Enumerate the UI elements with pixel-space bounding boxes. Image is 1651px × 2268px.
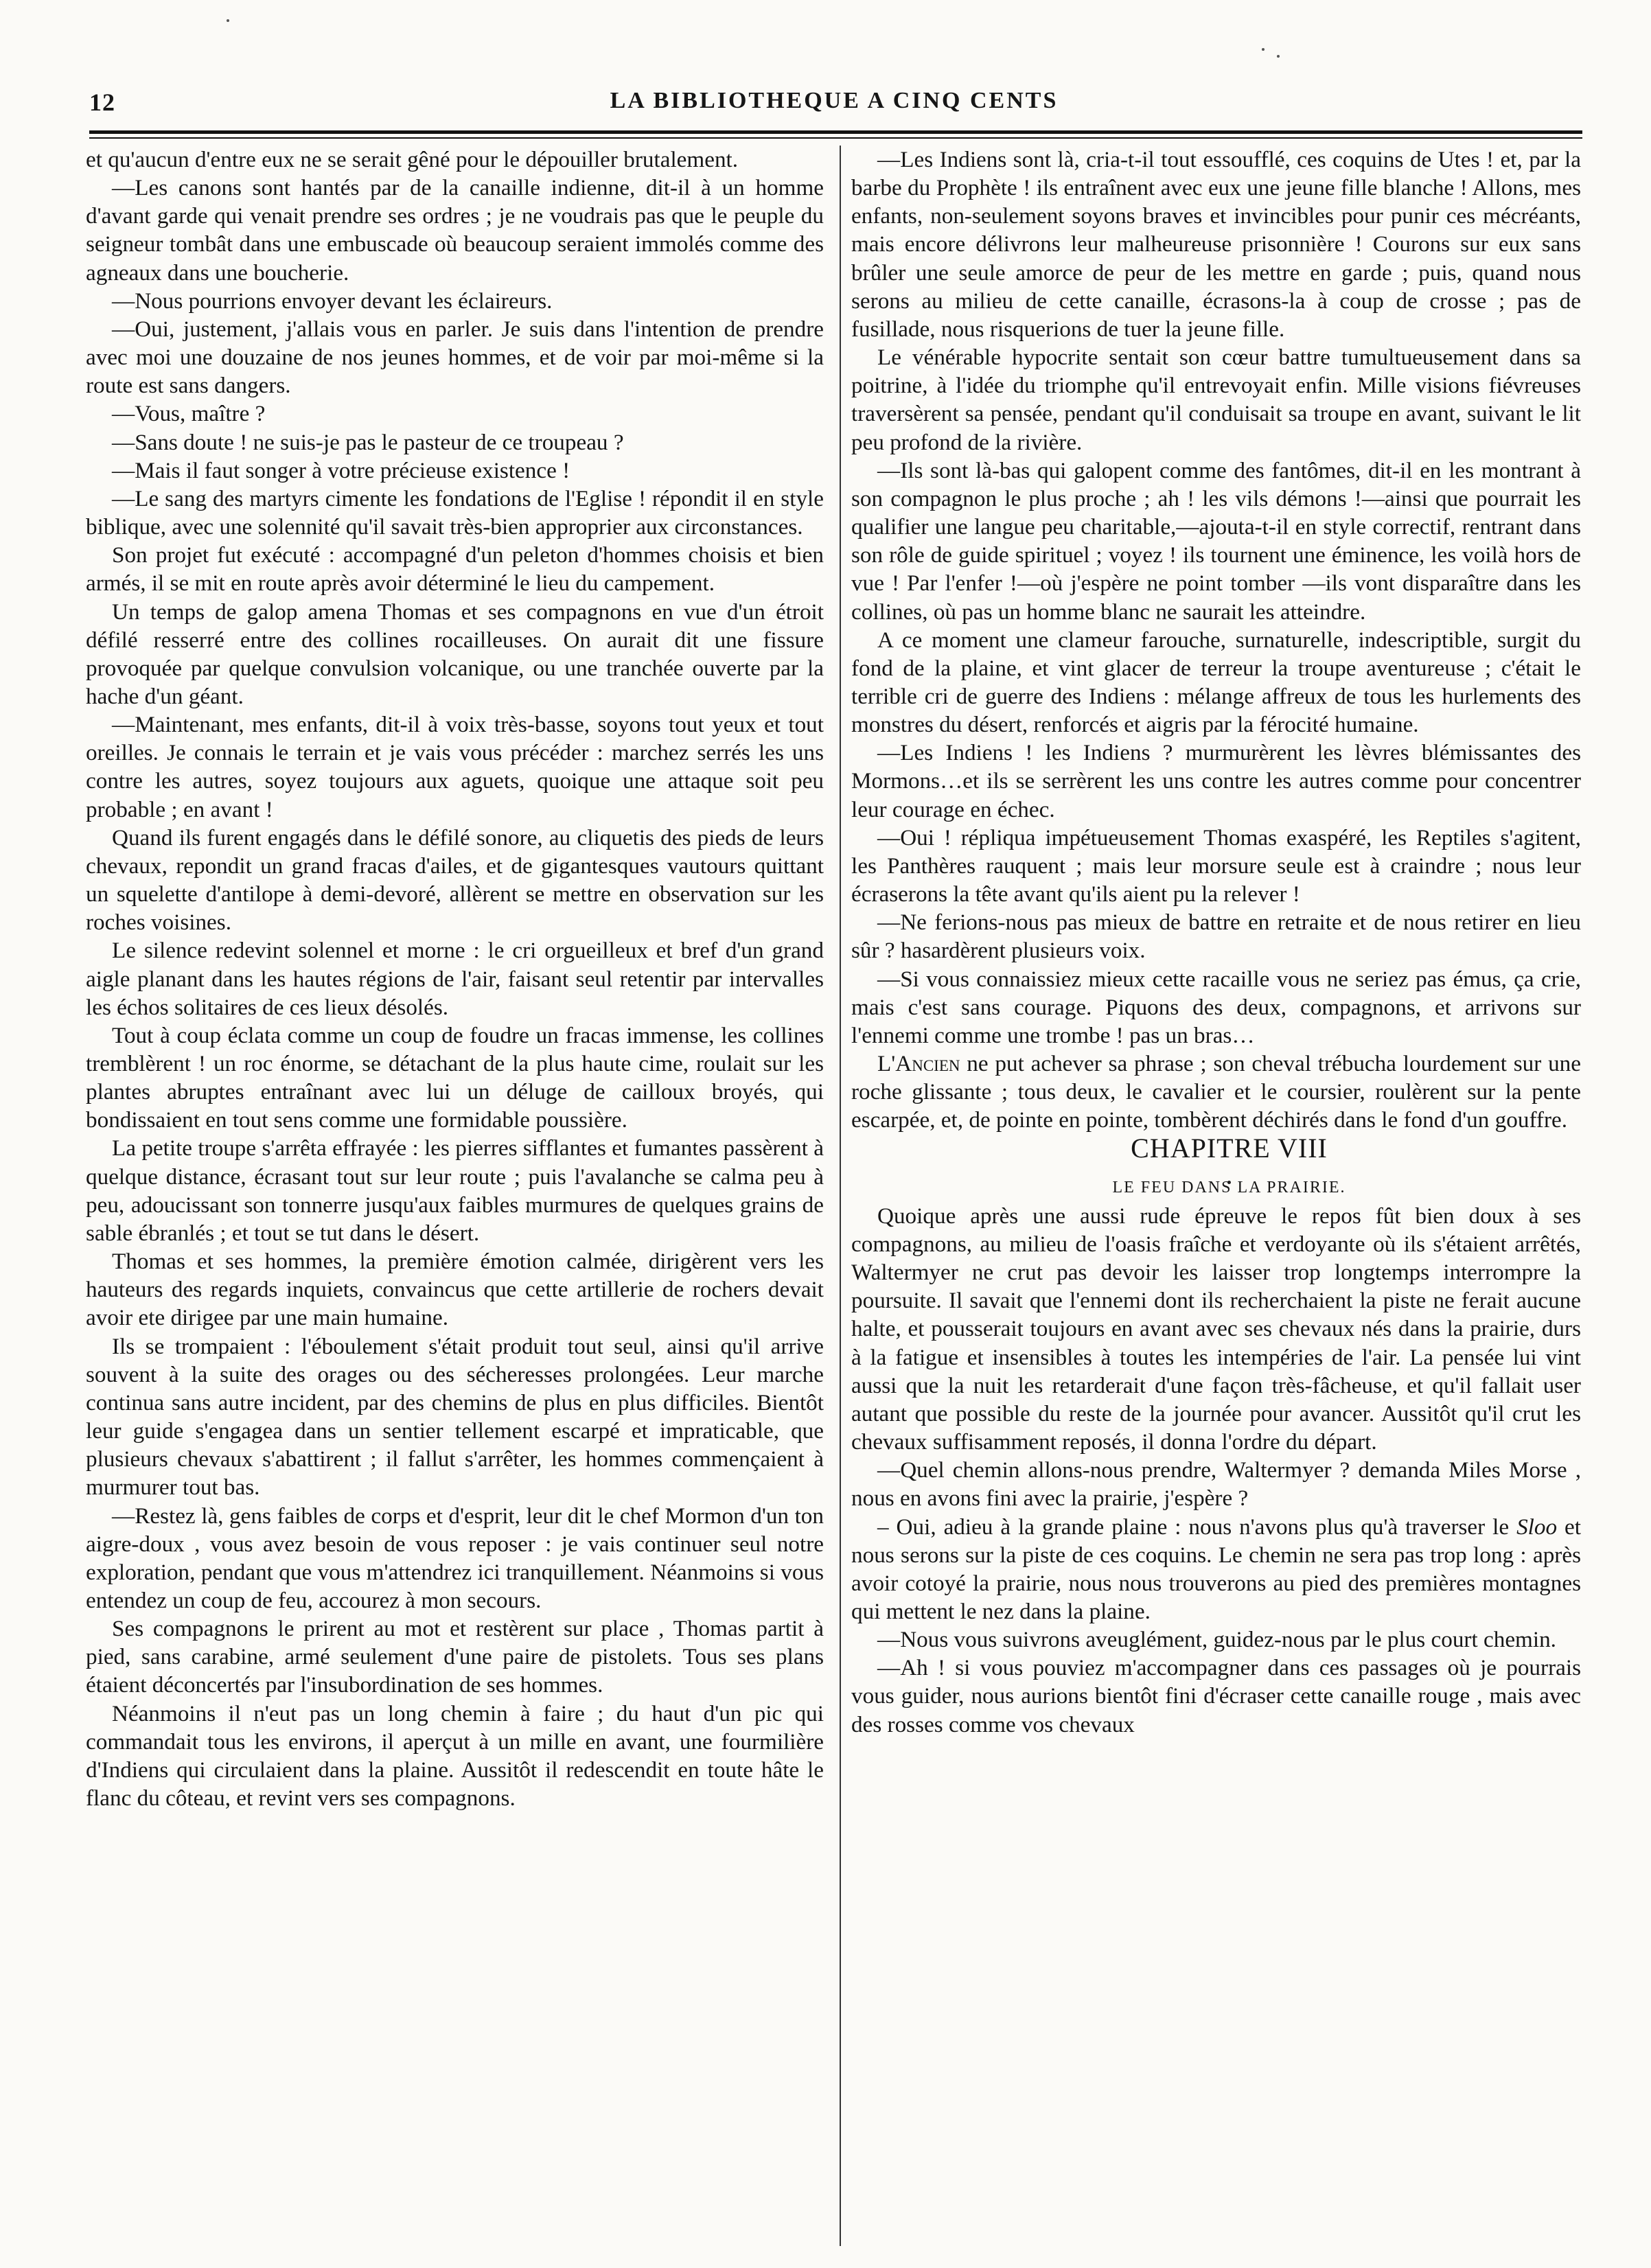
paragraph: —Le sang des martyrs cimente les fondations de l'Eglise ! répondit il en style biblique, avec une solennité qu'il savait très-bien approprier aux circonstances. xyxy=(86,485,824,540)
paragraph: —Quel chemin allons-nous prendre, Waltermyer ? demanda Miles Morse , nous en avons fini avec la prairie, j'espère ? xyxy=(851,1457,1581,1512)
paragraph: —Si vous connaissiez mieux cette racaille vous ne seriez pas émus, ça crie, mais c'est sans courage. Piquons des deux, compagnons, et arrivons sur l'ennemi comme une trombe ! pas un bras… xyxy=(851,966,1581,1048)
header-rule xyxy=(89,130,1582,134)
print-speck xyxy=(1277,55,1280,58)
paragraph: —Mais il faut songer à votre précieuse existence ! xyxy=(112,457,570,483)
chapter-title: CHAPITRE VIII xyxy=(1131,1133,1328,1164)
paragraph: Le vénérable hypocrite sentait son cœur battre tumultueusement dans sa poitrine, à l'idée du triomphe qu'il entrevoyait enfin. Mille visions fiévreuses traversèrent sa pensée, pendant qu'il conduisait sa troupe en avant, suivant le lit peu profond de la rivière. xyxy=(851,345,1581,455)
paragraph-ancien xyxy=(851,1050,1581,1134)
paragraph: —Ils sont là-bas qui galopent comme des fantômes, dit-il en les montrant à son compagnon le plus proche ; ah ! les vils démons !—ainsi que pourrait les qualifier une langue peu charitable,—ajouta-t-il en style correctif, rentrant dans son rôle de guide spirituel ; voyez ! ils tournent une éminence, les voilà hors de vue ! Par l'enfer !—où j'espère ne point tomber —ils vont disparaître dans les collines, où pas un homme blanc ne saurait les atteindre. xyxy=(851,457,1581,625)
paragraph: Son projet fut exécuté : accompagné d'un peleton d'hommes choisis et bien armés, il se mit en route après avoir déterminé le lieu du campement. xyxy=(86,542,824,597)
chapter-ornament xyxy=(851,1163,1581,1174)
paragraph: Quand ils furent engagés dans le défilé sonore, au cliquetis des pieds de leurs chevaux, repondit un grand fracas d'ailes, et de gigantesques vautours quittant un squelette d'antilope à demi-devoré, allèrent se mettre en observation sur les roches voisines. xyxy=(86,824,824,936)
header-rule-thin xyxy=(89,137,1582,139)
paragraph: —Nous pourrions envoyer devant les éclaireurs. xyxy=(112,288,553,314)
paragraph-text: et nous serons sur la piste de ces coquins. Le chemin ne sera pas trop long : après avoir cotoyé la prairie, nous nous trouverons au pied des premières montagnes qui mettent le nez dans la plaine. xyxy=(851,1514,1581,1624)
print-speck xyxy=(1262,48,1265,51)
paragraph: —Vous, maître ? xyxy=(112,401,266,427)
paragraph: Néanmoins il n'eut pas un long chemin à faire ; du haut d'un pic qui commandait tous les environs, il aperçut à un mille en avant, une fourmilière d'Indiens qui circulaient dans la plaine. Aussitôt il redescendit en toute hâte le flanc du côteau, et revint vers ses compagnons. xyxy=(86,1700,824,1812)
paragraph: —Les Indiens ! les Indiens ? murmurèrent les lèvres blémissantes des Mormons…et ils se serrèrent les uns contre les autres comme pour concentrer leur courage en échec. xyxy=(851,740,1581,822)
paragraph: Tout à coup éclata comme un coup de foudre un fracas immense, les collines tremblèrent ! un roc énorme, se détachant de la plus haute cime, roulait sur les plantes abruptes entraînant avec lui un déluge de cailloux broyés, qui bondissaient en tout sens comme une formidable poussière. xyxy=(86,1022,824,1133)
paragraph: —Maintenant, mes enfants, dit-il à voix très-basse, soyons tout yeux et tout oreilles. Je connais le terrain et je vais vous précéder : marchez serrés les uns contre les autres, soyez toujours aux aguets, quoique une attaque soit peu probable ; en avant ! xyxy=(86,712,824,822)
paragraph: Thomas et ses hommes, la première émotion calmée, dirigèrent vers les hauteurs des regards inquiets, convaincus que cette artillerie de rochers devait avoir ete dirigee par une main humaine. xyxy=(86,1249,824,1331)
paragraph: Ses compagnons le prirent au mot et restèrent sur place , Thomas partit à pied, sans carabine, armé seulement d'une paire de pistolets. Tous ses plans étaient déconcertés par l'insubordination de ses hommes. xyxy=(86,1616,824,1698)
paragraph: —Ne ferions-nous pas mieux de battre en retraite et de nous retirer en lieu sûr ? hasardèrent plusieurs voix. xyxy=(851,910,1581,964)
print-speck xyxy=(227,19,229,22)
paragraph: Ils se trompaient : l'éboulement s'était produit tout seul, ainsi qu'il arrive souvent à la suite des orages ou des sécheresses prolongées. Leur marche continua sans autre incident, par des chemins de plus en plus difficiles. Bientôt leur guide s'engagea dans un sentier tellement escarpé et impraticable, que plusieurs chevaux s'abattirent ; il fallut s'arrêter, les hommes commençaient à murmurer tout bas. xyxy=(86,1333,824,1501)
chapter-subtitle: LE FEU DANS LA PRAIRIE. xyxy=(1112,1178,1346,1196)
running-title: LA BIBLIOTHEQUE A CINQ CENTS xyxy=(610,88,1059,113)
paragraph: —Sans doute ! ne suis-je pas le pasteur de ce troupeau ? xyxy=(112,429,624,455)
page-number: 12 xyxy=(89,89,115,116)
paragraph: A ce moment une clameur farouche, surnaturelle, indescriptible, surgit du fond de la plaine, et vint glacer de terreur la troupe aventureuse ; c'était le terrible cri de guerre des Indiens : mélange affreux de tous les hurlements des monstres du désert, renforcés et aigris par la férocité humaine. xyxy=(851,627,1581,738)
italic-word: Sloo xyxy=(1516,1514,1558,1540)
paragraph-sloo xyxy=(851,1513,1581,1626)
paragraph: —Oui, justement, j'allais vous en parler. Je suis dans l'intention de prendre avec moi une douzaine de nos jeunes hommes, et de voir par moi-même si la route est sans dangers. xyxy=(86,316,824,399)
left-column xyxy=(86,146,824,1812)
paragraph: Quoique après une aussi rude épreuve le repos fût bien doux à ses compagnons, au milieu de l'oasis fraîche et verdoyante où ils s'étaient arrêtés, Waltermyer ne crut pas devoir les laisser trop longtemps interrompre la poursuite. Il savait que l'ennemi dont ils recherchaient la piste ne ferait aucune halte, et pousserait toujours en avant avec ses chevaux nés dans la prairie, durs à la fatigue et insensibles à toutes les intempéries de l'air. La pensée lui vint aussi que la nuit les retarderait d'une façon très-fâcheuse, et qu'il fallait user autant que possible du reste de la journée pour avancer. Aussitôt qu'il crut les chevaux suffisamment reposés, il donna l'ordre du départ. xyxy=(851,1203,1581,1455)
paragraph-text: – Oui, adieu à la grande plaine : nous n'avons plus qu'à traverser le xyxy=(877,1514,1517,1540)
paragraph: —Restez là, gens faibles de corps et d'esprit, leur dit le chef Mormon d'un ton aigre-doux , vous avez besoin de vous reposer : je vais continuer seul notre exploration, pendant que vous m'attendrez ici tranquillement. Néanmoins si vous entendez un coup de feu, accourez à mon secours. xyxy=(86,1503,824,1613)
paragraph: —Nous vous suivrons aveuglément, guidez-nous par le plus court chemin. xyxy=(877,1627,1556,1653)
paragraph: Un temps de galop amena Thomas et ses compagnons en vue d'un étroit défilé resserré entre des collines rocailleuses. On aurait dit une fissure provoquée par quelque convulsion volcanique, ou une tranchée ouverte par la hache d'un géant. xyxy=(86,599,824,709)
paragraph-text: ne put achever sa phrase ; son cheval trébucha lourdement sur une roche glissante ; tous deux, le cavalier et le coursier, roulèrent sur la pente escarpée, et, de pointe en pointe, tombèrent déchirés dans le fond d'un gouffre. xyxy=(851,1051,1581,1133)
paragraph: —Les Indiens sont là, cria-t-il tout essoufflé, ces coquins de Utes ! et, par la barbe du Prophète ! ils entraînent avec eux une jeune fille blanche ! Allons, mes enfants, non-seulement soyons braves et invincibles pour punir ces mécréants, mais encore délivrons leur malheureuse prisonnière ! Courons sur eux sans brûler une seule amorce de peur de les mettre en garde ; puis, quand nous serons au milieu de cette canaille, écrasons-la à coup de crosse ; pas de fusillade, nous risquerions de tuer la jeune fille. xyxy=(851,147,1581,342)
smallcaps-word: L'Ancien xyxy=(877,1051,960,1076)
column-divider xyxy=(840,146,841,2246)
paragraph: —Les canons sont hantés par de la canaille indienne, dit-il à un homme d'avant garde qui venait prendre ses ordres ; je ne voudrais pas que le peuple du seigneur tombât dans une embuscade où beaucoup seraient immolés comme des agneaux dans une boucherie. xyxy=(86,175,824,286)
right-column xyxy=(851,146,1581,1739)
paragraph: Le silence redevint solennel et morne : le cri orgueilleux et bref d'un grand aigle planant dans les hautes régions de l'air, faisant seul retentir par intervalles les échos solitaires de ces lieux désolés. xyxy=(86,938,824,1020)
paragraph: et qu'aucun d'entre eux ne se serait gêné pour le dépouiller brutalement. xyxy=(86,147,739,172)
page-header xyxy=(89,88,1579,126)
paragraph: La petite troupe s'arrêta effrayée : les pierres sifflantes et fumantes passèrent à quelque distance, écrasant tout sur leur route ; puis l'avalanche se calma peu à peu, adoucissant son tonnerre jusqu'aux faibles murmures de quelques grains de sable ébranlés ; et tout se tut dans le désert. xyxy=(86,1135,824,1246)
paragraph: —Ah ! si vous pouviez m'accompagner dans ces passages où je pourrais vous guider, nous aurions bientôt fini d'écraser cette canaille rouge , mais avec des rosses comme vos chevaux xyxy=(851,1655,1581,1737)
paragraph: —Oui ! répliqua impétueusement Thomas exaspéré, les Reptiles s'agitent, les Panthères rauquent ; mais leur morsure seule est à craindre ; nous leur écraserons la tête avant qu'ils aient pu la relever ! xyxy=(851,824,1581,907)
